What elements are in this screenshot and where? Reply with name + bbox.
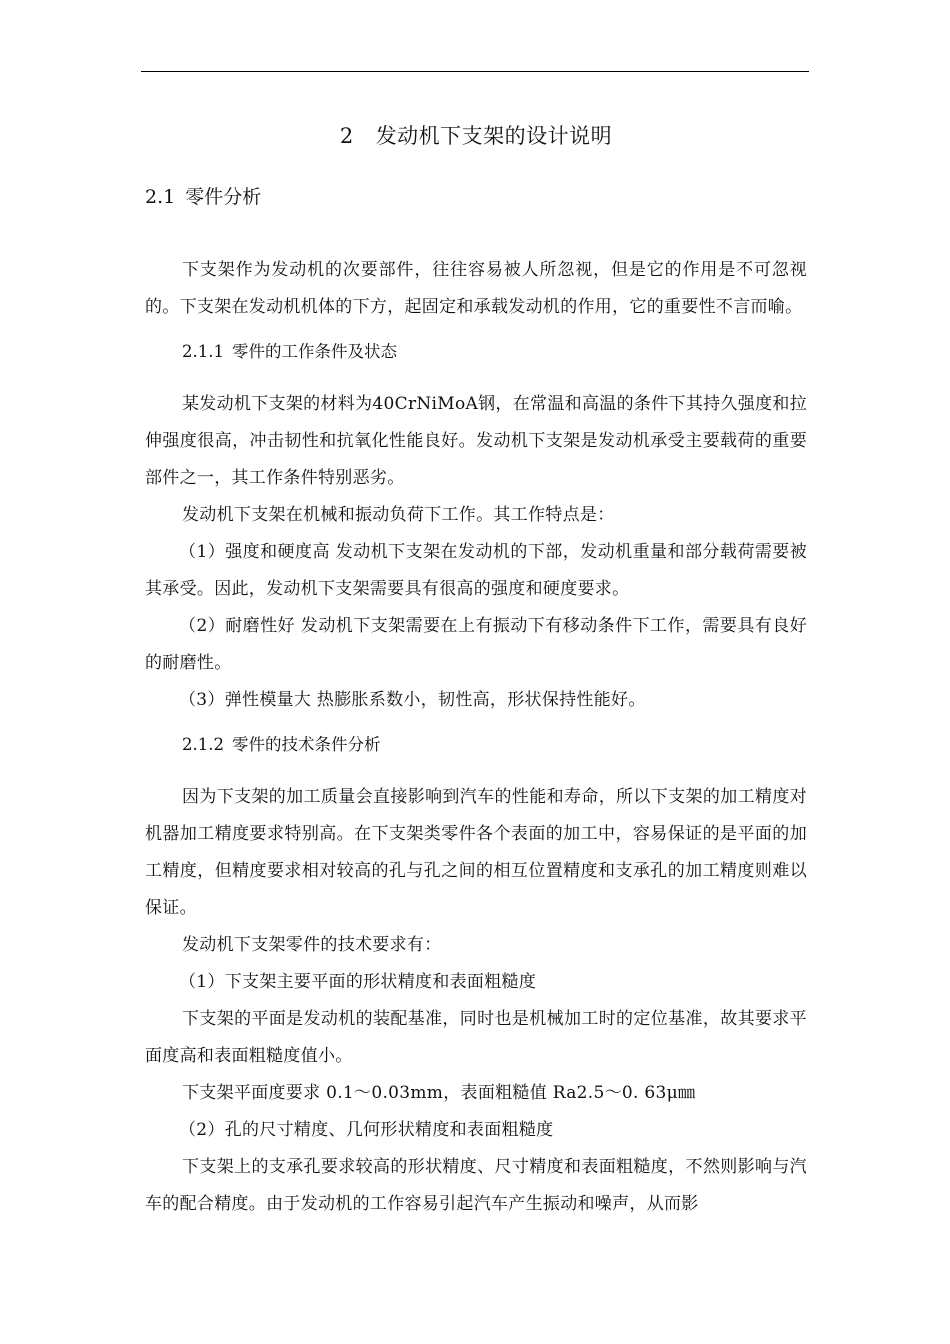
paragraph: 某发动机下支架的材料为40CrNiMoA钢，在常温和高温的条件下其持久强度和拉伸强度很高，冲击韧性和抗氧化性能良好。发动机下支架是发动机承受主要载荷的重要部件之一，其工作条件特别恶劣。: [145, 394, 807, 488]
intro-paragraph: 下支架作为发动机的次要部件，往往容易被人所忽视，但是它的作用是不可忽视的。下支架在发动机机体的下方，起固定和承载发动机的作用，它的重要性不言而喻。: [145, 260, 807, 317]
section-title: [145, 182, 807, 212]
list-item: （1）下支架主要平面的形状精度和表面粗糙度: [179, 972, 537, 992]
subsection-title-text: 零件的技术条件分析: [231, 735, 381, 754]
subsection-title-text: 零件的工作条件及状态: [231, 342, 397, 361]
chapter-title-text: 发动机下支架的设计说明: [375, 124, 613, 148]
paragraph: 下支架的平面是发动机的装配基准，同时也是机械加工时的定位基准，故其要求平面度高和表面粗糙度值小。: [145, 1009, 807, 1066]
list-item: （3）弹性模量大 热膨胀系数小，韧性高，形状保持性能好。: [179, 690, 646, 710]
paragraph: 发动机下支架零件的技术要求有：: [182, 935, 442, 955]
paragraph: 下支架平面度要求 0.1～0.03mm，表面粗糙值 Ra2.5～0. 63μ㎜: [182, 1083, 696, 1103]
list-item: （2）耐磨性好 发动机下支架需要在上有振动下有移动条件下工作，需要具有良好的耐磨性。: [145, 616, 807, 673]
chapter-number: 2: [339, 124, 354, 148]
list-item: （1）强度和硬度高 发动机下支架在发动机的下部，发动机重量和部分载荷需要被其承受。因此，发动机下支架需要具有很高的强度和硬度要求。: [145, 542, 807, 599]
page-content: [145, 118, 807, 1223]
paragraph: 下支架上的支承孔要求较高的形状精度、尺寸精度和表面粗糙度，不然则影响与汽车的配合精度。由于发动机的工作容易引起汽车产生振动和噪声，从而影: [145, 1157, 807, 1214]
subsection-title: [182, 731, 807, 759]
header-rule: [141, 71, 809, 72]
subsection-number: 2.1.2: [182, 735, 224, 754]
section-title-text: 零件分析: [185, 186, 262, 208]
chapter-title: [145, 118, 807, 154]
list-item: （2）孔的尺寸精度、几何形状精度和表面粗糙度: [179, 1120, 554, 1140]
section-number: 2.1: [145, 186, 176, 208]
subsection-title: [182, 338, 807, 366]
paragraph: 因为下支架的加工质量会直接影响到汽车的性能和寿命，所以下支架的加工精度对机器加工精度要求特别高。在下支架类零件各个表面的加工中，容易保证的是平面的加工精度，但精度要求相对较高的孔与孔之间的相互位置精度和支承孔的加工精度则难以保证。: [145, 787, 807, 918]
paragraph: 发动机下支架在机械和振动负荷下工作。其工作特点是：: [182, 505, 615, 525]
subsection-number: 2.1.1: [182, 342, 224, 361]
